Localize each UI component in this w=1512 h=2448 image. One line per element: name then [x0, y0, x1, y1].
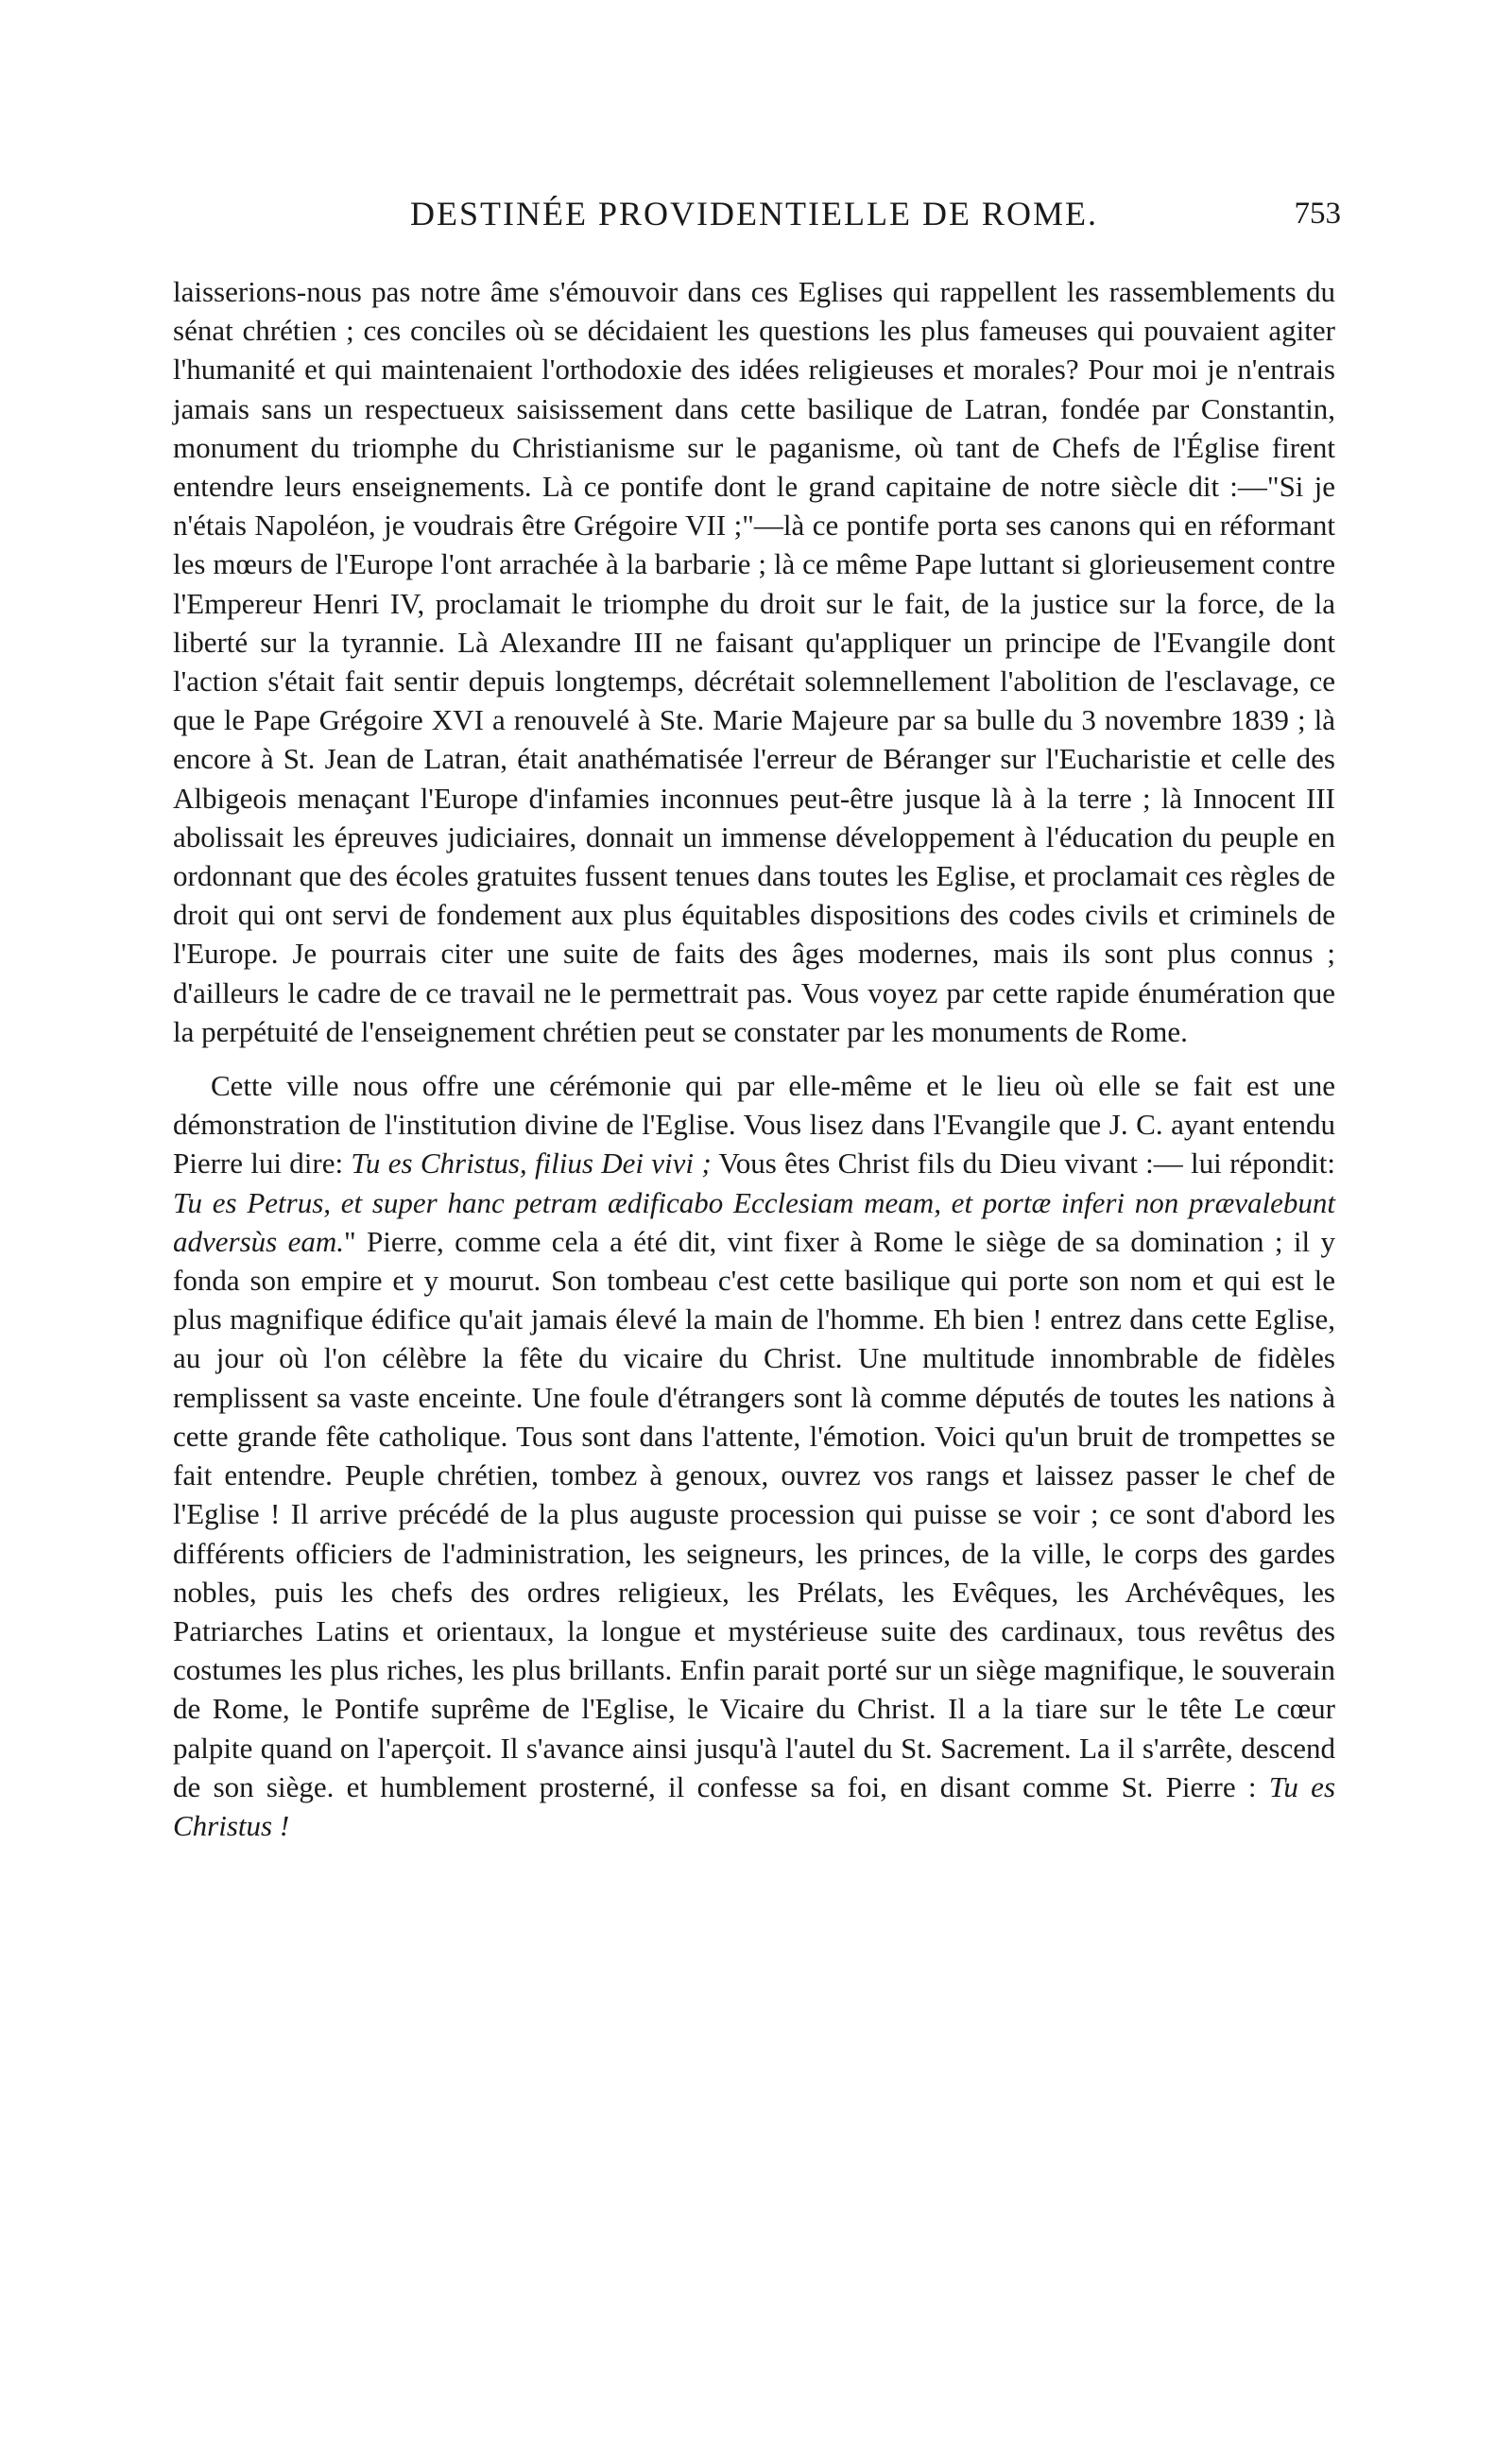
paragraph: [173, 272, 1335, 1051]
text-run: Vous êtes Christ fils du Dieu vivant :— lui répondit:: [711, 1146, 1335, 1181]
text-run: " Pierre, comme cela a été dit, vint fixer à Rome le siège de sa domination ; il y fonda son empire et y mourut. Son tombeau c'est cette basilique qui porte son nom et qui est le plus magnifique édifice qu'ait jamais élevé la main de l'homme. Eh bien ! entrez dans cette Eglise, au jour où l'on célèbre la fête du vicaire du Christ. Une multitude innombrable de fidèles remplissent sa vaste enceinte. Une foule d'étrangers sont là comme députés de toutes les nations à cette grande fête catholique. Tous sont dans l'attente, l'émotion. Voici qu'un bruit de trompettes se fait entendre. Peuple chrétien, tombez à genoux, ouvrez vos rangs et laissez passer le chef de l'Eglise ! Il arrive précédé de la plus auguste procession qui puisse se voir ; ce sont d'abord les différents officiers de l'administration, les seigneurs, les princes, de la ville, le corps des gardes nobles, puis les chefs des ordres religieux, les Prélats, les Evêques, les Archévêques, les Patriarches Latins et orientaux, la longue et mystérieuse suite des cardinaux, tous revêtus des costumes les plus riches, les plus brillants. Enfin parait porté sur un siège magnifique, le souverain de Rome, le Pontife suprême de l'Eglise, le Vicaire du Christ. Il a la tiare sur le tête Le cœur palpite quand on l'aperçoit. Il s'avance ainsi jusqu'à l'autel du St. Sacrement. La il s'arrête, descend de son siège. et humblement prosterné, il confesse sa foi, en disant comme St. Pierre :: [173, 1224, 1335, 1803]
text-run: laisserions-nous pas notre âme s'émouvoir dans ces Eglises qui rappellent les rassemblements du sénat chrétien ; ces conciles où se décidaient les questions les plus fameuses qui pouvaient agiter l'humanité et qui maintenaient l'orthodoxie des idées religieuses et morales? Pour moi je n'entrais jamais sans un respectueux saisissement dans cette basilique de Latran, fondée par Constantin, monument du triomphe du Christianisme sur le paganisme, où tant de Chefs de l'Église firent entendre leurs enseignements. Là ce pontife dont le grand capitaine de notre siècle dit :—"Si je n'étais Napoléon, je voudrais être Grégoire VII ;"—là ce pontife porta ses canons qui en réformant les mœurs de l'Europe l'ont arrachée à la barbarie ; là ce même Pape luttant si glorieusement contre l'Empereur Henri IV, proclamait le triomphe du droit sur le fait, de la justice sur la force, de la liberté sur la tyrannie. Là Alexandre III ne faisant qu'appliquer un principe de l'Evangile dont l'action s'était fait sentir depuis longtemps, décrétait solemnellement l'abolition de l'esclavage, ce que le Pape Grégoire XVI a renouvelé à Ste. Marie Majeure par sa bulle du 3 novembre 1839 ; là encore à St. Jean de Latran, était anathématisée l'erreur de Béranger sur l'Eucharistie et celle des Albigeois menaçant l'Europe d'infamies inconnues peut-être jusque là à la terre ; là Innocent III abolissait les épreuves judiciaires, donnait un immense développement à l'éducation du peuple en ordonnant que des écoles gratuites fussent tenues dans toutes les Eglise, et proclamait ces règles de droit qui ont servi de fondement aux plus équitables dispositions des codes civils et criminels de l'Europe. Je pourrais citer une suite de faits des âges modernes, mais ils sont plus connus ; d'ailleurs le cadre de ce travail ne le permettrait pas. Vous voyez par cette rapide énumération que la perpétuité de l'enseignement chrétien peut se constater par les monuments de Rome.: [173, 275, 1335, 1048]
book-page: [173, 185, 1341, 1845]
running-title: DESTINÉE PROVIDENTIELLE DE ROME.: [410, 195, 1098, 233]
body-text: [173, 272, 1335, 1845]
running-head: [173, 185, 1341, 242]
latin-quotation: Tu es Christus !: [173, 1769, 1336, 1842]
latin-quotation: Tu es Petrus, et super hanc petram ædificabo Ecclesiam meam, et portæ inferi non prævalebunt adversùs eam.: [173, 1185, 1335, 1258]
paragraph: [173, 1066, 1335, 1845]
latin-quotation: Tu es Christus, filius Dei vivi ;: [351, 1146, 712, 1181]
page-number: 753: [1294, 197, 1341, 231]
text-run: Cette ville nous offre une cérémonie qui par elle-même et le lieu où elle se fait est une démonstration de l'institution divine de l'Eglise. Vous lisez dans l'Evangile que J. C. ayant entendu Pierre lui dire:: [173, 1069, 1335, 1181]
